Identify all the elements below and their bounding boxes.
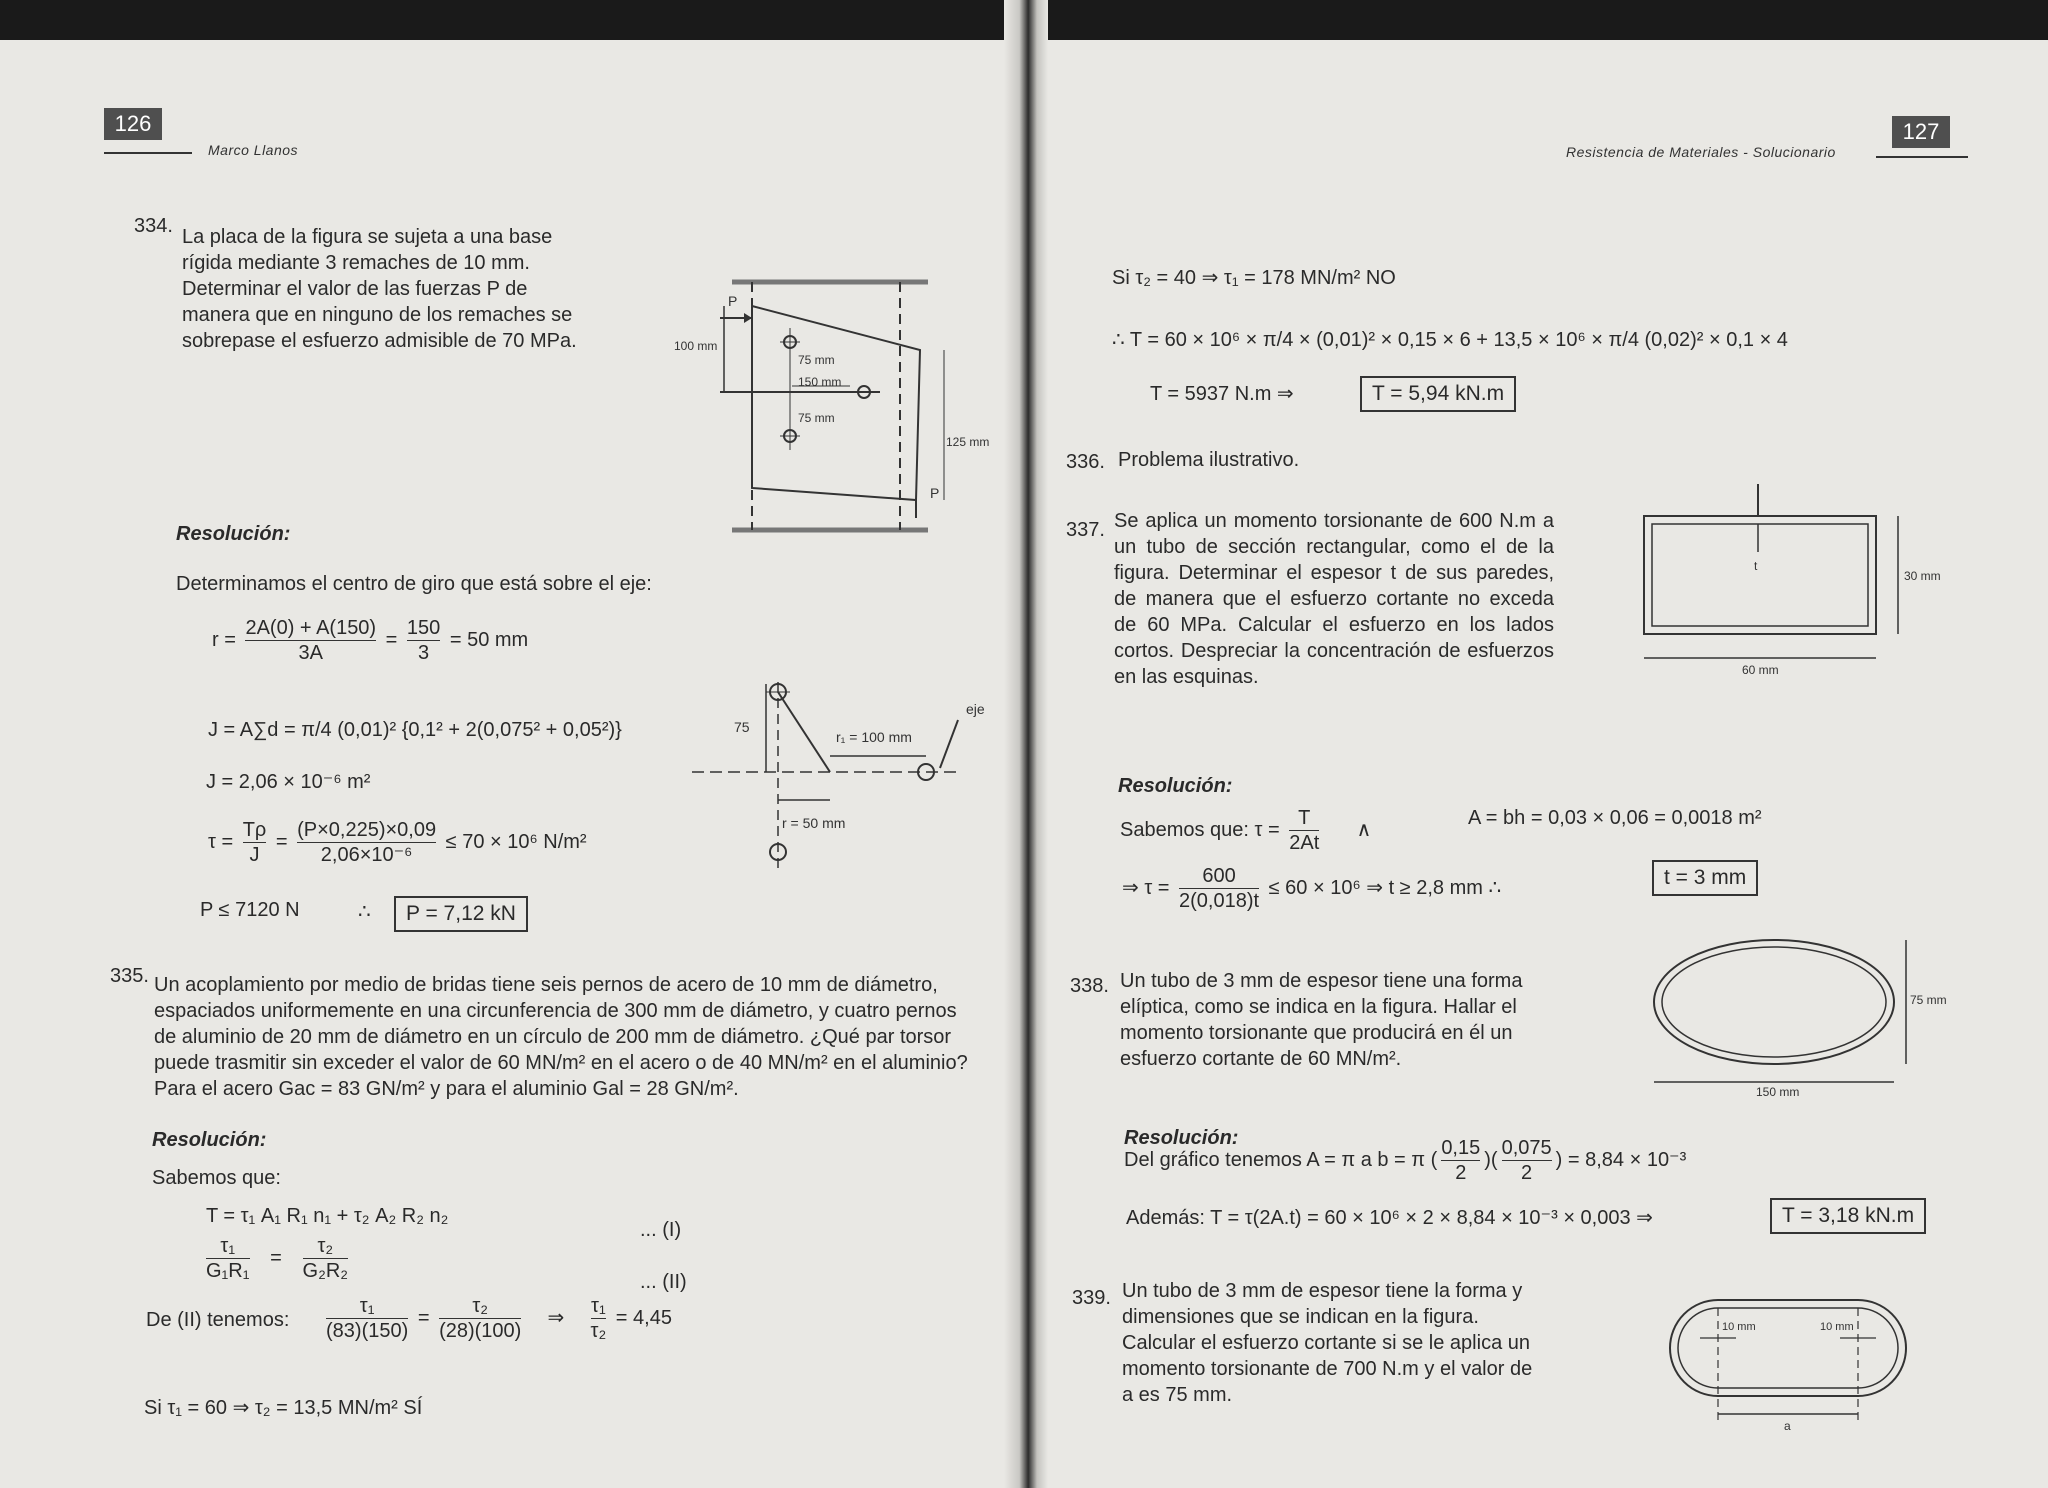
problem-334-text: La placa de la figura se sujeta a una base rígida mediante 3 remaches de 10 mm. Determinar el valor de las fuerzas P de manera que en ninguno de los remaches se sobrepase el esfuerzo admisible de 70 MPa.: [182, 226, 577, 352]
del-grafico: Del gráfico tenemos A = π a b = π: [1124, 1148, 1426, 1171]
equation-T-value: T = 5937 N.m ⇒: [1150, 383, 1294, 405]
si-tau1-60: Si τ₁ = 60 ⇒ τ₂ = 13,5 MN/m² SÍ: [144, 1397, 423, 1419]
label-75mm-ellipse: 75 mm: [1910, 993, 1947, 1007]
eq337-d: 2At: [1289, 832, 1320, 854]
resolucion-335: Resolución:: [152, 1129, 267, 1151]
page-number-left: 126: [104, 108, 162, 140]
therefore-symbol: ∴: [358, 901, 371, 923]
running-header-right: Resistencia de Materiales - Solucionario: [1566, 144, 1836, 160]
label-a: a: [1784, 1419, 1791, 1433]
f1-den: 2: [1455, 1162, 1467, 1184]
problem-336-text: Problema ilustrativo.: [1118, 449, 1300, 471]
left-page: [0, 40, 1020, 1488]
label-r: r = 50 mm: [782, 815, 846, 831]
equation-P: P ≤ 7120 N: [200, 899, 300, 921]
figure-337-rect-tube: [1598, 480, 2048, 680]
answer-335: T = 5,94 kN.m: [1360, 376, 1516, 412]
problem-339-text: Un tubo de 3 mm de espesor tiene la forma y dimensiones que se indican en la figura. Calcular el esfuerzo cortante si se le aplica un momento torsionante de 700 N.m y el valor de a es 75 mm.: [1122, 1280, 1533, 1406]
label-75: 75: [734, 719, 750, 735]
equation-III: $\frac{\text{τ₁}}{(83)(150)}$ = $\frac{\text{τ₂}}{(28)(100)}$ ⇒ $\frac{\text{τ₁}}{\text{τ₂}}$ = 4,45: [326, 1295, 672, 1342]
label-r1: r₁ = 100 mm: [836, 729, 912, 745]
problem-number-335: 335.: [110, 965, 149, 987]
label-150mm-ellipse: 150 mm: [1756, 1085, 1800, 1099]
equation-A-338: Del gráfico tenemos A = π a b = π ( $\frac{0,15}{2}$ )( $\frac{0,075}{2}$ ) = 8,84 × 10⁻³: [1124, 1137, 1687, 1184]
label-P-bottom: P: [930, 485, 940, 501]
eq-tau-n1: Tρ: [242, 819, 267, 841]
eq-r-result: = 50 mm: [449, 628, 529, 651]
eq-r-num: 2A(0) + A(150): [245, 617, 377, 639]
eq3-n3: τ₁: [591, 1295, 606, 1317]
eq337-2-lhs: ⇒ τ =: [1122, 876, 1170, 899]
sabemos-337: Sabemos que: τ =: [1120, 818, 1280, 841]
label-125mm: 125 mm: [946, 435, 990, 449]
figure-334-plate: [674, 268, 1010, 538]
equation-II: $\frac{\text{τ₁}}{\text{G₁R₁}}$ = $\frac{\text{τ₂}}{\text{G₂R₂}}$: [206, 1235, 349, 1282]
problem-number-334: 334.: [134, 215, 173, 237]
label-10mm-left: 10 mm: [1722, 1321, 1756, 1333]
label-60mm: 60 mm: [1742, 663, 1779, 677]
answer-337: t = 3 mm: [1652, 860, 1758, 896]
eq-tau-d1: J: [249, 844, 260, 866]
label-150mm: 150 mm: [798, 375, 842, 389]
problem-338-text: Un tubo de 3 mm de espesor tiene una forma elíptica, como se indica en la figura. Hallar el momento torsionante que producirá en él un esfuerzo cortante de 60 MN/m².: [1120, 970, 1523, 1070]
label-eje: eje: [966, 701, 985, 717]
equation-tau-337: [1120, 806, 1371, 855]
equation-I: T = τ₁ A₁ R₁ n₁ + τ₂ A₂ R₂ n₂: [206, 1205, 449, 1227]
figure-338-ellipse: [1630, 930, 2030, 1100]
label-10mm-right: 10 mm: [1820, 1321, 1854, 1333]
header-rule: [104, 152, 192, 154]
equation-tau: τ = $\frac{T\rho}{J}$ = $\frac{(P\times 0,225)\times 0,09}{\text{2,06×10⁻⁶}}$ ≤ 70 × 10⁶ N/m²: [208, 819, 587, 866]
eq3-result: = 4,45: [615, 1306, 672, 1329]
label-75mm-b: 75 mm: [798, 411, 835, 425]
tag-II: ... (II): [640, 1271, 687, 1293]
problem-number-336: 336.: [1066, 451, 1105, 473]
problem-335-text: Un acoplamiento por medio de bridas tiene seis pernos de acero de 10 mm de diámetro, espaciados uniformemente en una circunferencia de 300 mm de diámetro, y cuatro pernos de aluminio de 20 mm de diámetro en un círculo de 200 mm de diámetro. ¿Qué par torsor puede trasmitir sin exceder el valor de 60 MN/m² en el acero o de 40 MN/m² en el aluminio? Para el acero Gac = 83 GN/m² y para el aluminio Gal = 28 GN/m².: [154, 974, 968, 1100]
equation-t-337: [1122, 864, 1501, 913]
tag-I: ... (I): [640, 1219, 682, 1241]
f1-num: 0,15: [1441, 1137, 1481, 1159]
eq337-2-d: 2(0,018)t: [1179, 890, 1260, 912]
equation-r: r = $\frac{2A(0) + A(150)}{3A}$ = $\frac{150}{3}$ = 50 mm: [212, 617, 529, 664]
eq3-d1: (83)(150): [326, 1320, 409, 1342]
eq2-n1: τ₁: [206, 1234, 250, 1259]
eq337-n: T: [1289, 806, 1319, 831]
figure-334-rotation: [686, 672, 1010, 882]
eq3-d2: (28)(100): [439, 1320, 522, 1342]
area-337: A = bh = 0,03 × 0,06 = 0,0018 m²: [1468, 807, 1762, 829]
ademas-338: Además: T = τ(2A.t) = 60 × 10⁶ × 2 × 8,84 × 10⁻³ × 0,003 ⇒: [1126, 1207, 1653, 1229]
running-header-left: Marco Llanos: [208, 142, 299, 158]
label-P-top: P: [728, 293, 738, 309]
problem-number-338: 338.: [1070, 975, 1109, 997]
equation-J-value: J = 2,06 × 10⁻⁶ m²: [206, 771, 371, 793]
eq3-d3: τ₂: [590, 1320, 607, 1342]
f2-den: 2: [1521, 1162, 1533, 1184]
answer-338: T = 3,18 kN.m: [1770, 1198, 1926, 1234]
resolucion-337: Resolución:: [1118, 775, 1233, 797]
problem-337-text: Se aplica un momento torsionante de 600 N.m a un tubo de sección rectangular, como el de la figura. Determinar el espesor t de sus paredes, de manera que el esfuerzo cortante no exceda de 60 MPa. Calcular el esfuerzo en los lados cortos. Despreciar la concentración de esfuerzos en las esquinas.: [1114, 510, 1554, 688]
area-result-338: = 8,84 × 10⁻³: [1567, 1148, 1687, 1171]
eq337-2-n: 600: [1179, 864, 1259, 889]
eq-tau-result: ≤ 70 × 10⁶ N/m²: [445, 830, 587, 853]
eq3-n2: τ₂: [439, 1294, 521, 1319]
and-symbol: ∧: [1356, 818, 1372, 841]
label-30mm: 30 mm: [1904, 569, 1941, 583]
book-gutter: [1004, 0, 1048, 1488]
sabemos-335: Sabemos que:: [152, 1167, 281, 1189]
problem-number-337: 337.: [1066, 519, 1105, 541]
eq-r-den2: 3: [418, 642, 430, 664]
figure-339-rounded-tube: [1660, 1290, 1960, 1440]
eq-tau-d2: 2,06×10⁻⁶: [320, 844, 413, 866]
right-page: [1030, 40, 2048, 1488]
header-rule-right: [1876, 156, 1968, 158]
equation-T: ∴ T = 60 × 10⁶ × π/4 × (0,01)² × 0,15 × 6 + 13,5 × 10⁶ × π/4 (0,02)² × 0,1 × 4: [1112, 329, 1788, 351]
f2-num: 0,075: [1501, 1137, 1552, 1159]
eq-r-lhs: r =: [212, 628, 236, 651]
eq337-2-result: ≤ 60 × 10⁶ ⇒ t ≥ 2,8 mm ∴: [1268, 876, 1502, 899]
problem-number-339: 339.: [1072, 1287, 1111, 1309]
resolucion-334: Resolución:: [176, 523, 291, 545]
label-75mm-a: 75 mm: [798, 353, 835, 367]
de-ii-label: De (II) tenemos:: [146, 1309, 290, 1331]
equation-J: J = A∑d = π/4 (0,01)² {0,1² + 2(0,075² + 0,05²)}: [208, 719, 622, 741]
answer-334: P = 7,12 kN: [394, 896, 528, 932]
page-number-right: 127: [1892, 116, 1950, 148]
eq-r-num2: 150: [406, 617, 441, 639]
resolucion-338: Resolución:: [1124, 1127, 1239, 1149]
resolucion-334-intro: Determinamos el centro de giro que está sobre el eje:: [176, 573, 652, 595]
eq-tau-lhs: τ =: [208, 830, 234, 853]
label-t: t: [1754, 559, 1758, 573]
eq2-d1: G₁R₁: [206, 1260, 250, 1282]
label-100mm: 100 mm: [674, 339, 718, 353]
eq2-n2: τ₂: [303, 1234, 349, 1259]
eq2-d2: G₂R₂: [302, 1260, 349, 1282]
eq-tau-n2: (P×0,225)×0,09: [297, 819, 437, 841]
si-tau2-40: Si τ₂ = 40 ⇒ τ₁ = 178 MN/m² NO: [1112, 267, 1396, 289]
eq3-n1: τ₁: [326, 1294, 408, 1319]
eq-r-den: 3A: [298, 642, 324, 664]
